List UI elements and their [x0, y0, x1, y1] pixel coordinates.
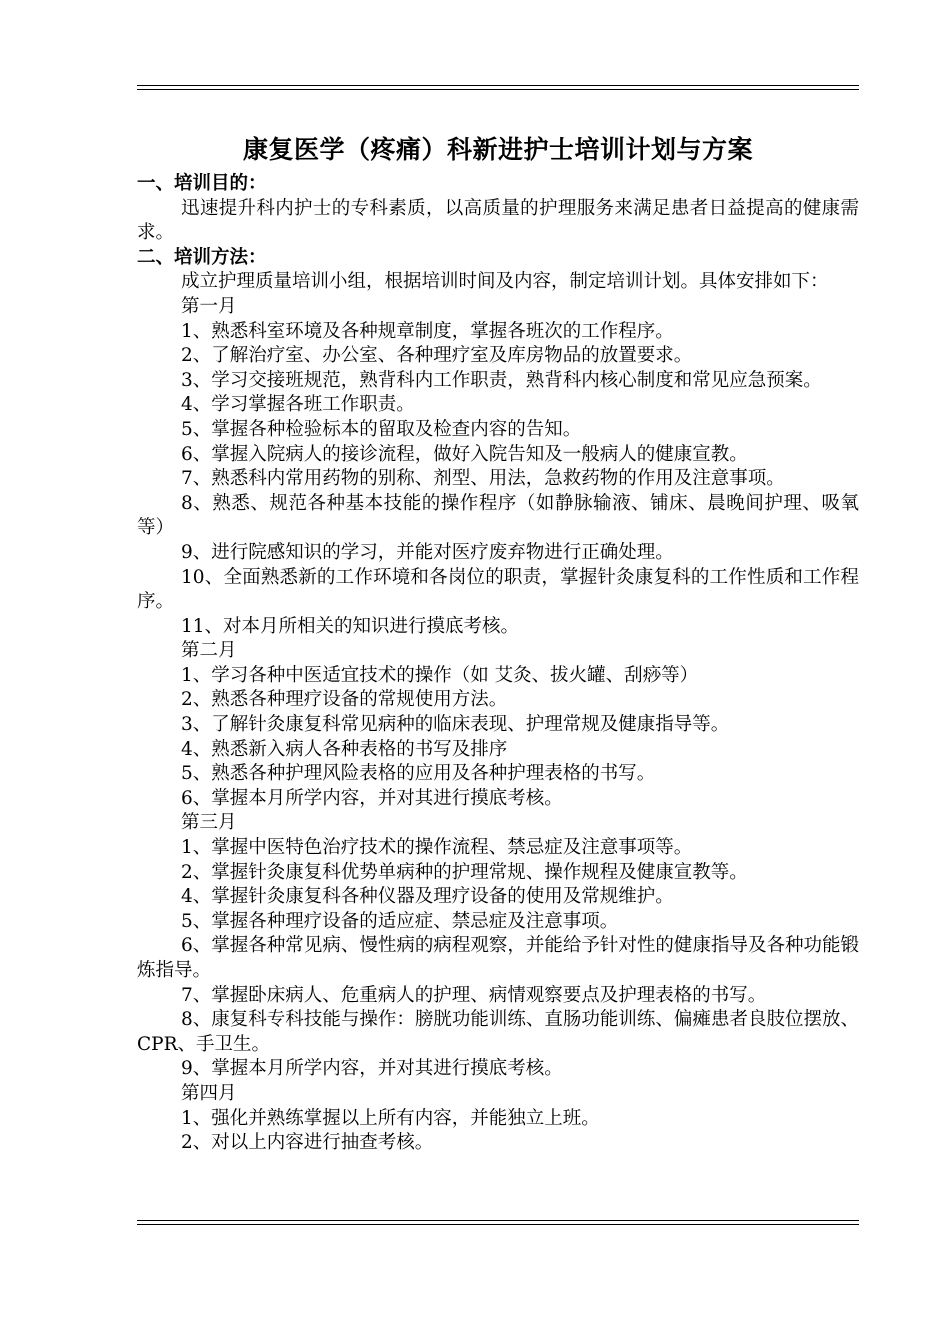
list-item: 3、学习交接班规范，熟背科内工作职责，熟背科内核心制度和常见应急预案。: [181, 369, 822, 391]
list-item: 6、掌握入院病人的接诊流程，做好入院告知及一般病人的健康宣教。: [181, 443, 748, 465]
month-label: 第四月: [181, 1082, 237, 1104]
list-item: 2、掌握针灸康复科优势单病种的护理常规、操作规程及健康宣教等。: [181, 861, 748, 883]
list-item: 8、康复科专科技能与操作：膀胱功能训练、直肠功能训练、偏瘫患者良肢位摆放、CPR、手卫生。: [137, 1009, 859, 1055]
month-block-4: [137, 1082, 859, 1156]
list-item: 1、熟悉科室环境及各种规章制度，掌握各班次的工作程序。: [181, 320, 674, 342]
list-item: 9、掌握本月所学内容，并对其进行摸底考核。: [181, 1058, 563, 1080]
month-label: 第三月: [181, 812, 237, 834]
month-label: 第二月: [181, 640, 237, 662]
list-item: 11、对本月所相关的知识进行摸底考核。: [181, 615, 520, 637]
section-heading-purpose: 一、培训目的：: [137, 173, 267, 194]
list-item: 6、掌握本月所学内容，并对其进行摸底考核。: [181, 787, 563, 809]
list-item: 10、全面熟悉新的工作环境和各岗位的职责，掌握针灸康复科的工作性质和工作程序。: [137, 566, 859, 613]
list-item: 2、熟悉各种理疗设备的常规使用方法。: [181, 689, 508, 711]
list-item: 2、了解治疗室、办公室、各种理疗室及库房物品的放置要求。: [181, 345, 693, 367]
paragraph-purpose: 迅速提升科内护士的专科素质，以高质量的护理服务来满足患者日益提高的健康需求。: [137, 197, 859, 244]
paragraph-method: 成立护理质量培训小组，根据培训时间及内容，制定培训计划。具体安排如下：: [181, 271, 829, 293]
section-heading-method: 二、培训方法：: [137, 246, 267, 268]
list-item: 2、对以上内容进行抽查考核。: [181, 1132, 434, 1154]
document-body: [137, 128, 859, 1156]
list-item: 3、了解针灸康复科常见病种的临床表现、护理常规及健康指导等。: [181, 714, 730, 736]
list-item: 5、掌握各种理疗设备的适应症、禁忌症及注意事项。: [181, 910, 619, 932]
list-item: 5、掌握各种检验标本的留取及检查内容的告知。: [181, 418, 582, 440]
list-item: 1、掌握中医特色治疗技术的操作流程、禁忌症及注意事项等。: [181, 837, 693, 859]
list-item: 4、熟悉新入病人各种表格的书写及排序: [181, 738, 508, 760]
list-item: 8、熟悉、规范各种基本技能的操作程序（如静脉输液、铺床、晨晚间护理、吸氧等）: [137, 492, 859, 539]
list-item: 7、熟悉科内常用药物的别称、剂型、用法，急救药物的作用及注意事项。: [181, 468, 785, 490]
month-block-3: [137, 811, 859, 1082]
list-item: 1、学习各种中医适宜技术的操作（如 艾灸、拔火罐、刮痧等）: [181, 664, 699, 686]
list-item: 4、学习掌握各班工作职责。: [181, 394, 415, 416]
list-item: 9、进行院感知识的学习，并能对医疗废弃物进行正确处理。: [181, 541, 674, 563]
list-item: 4、掌握针灸康复科各种仪器及理疗设备的使用及常规维护。: [181, 886, 674, 908]
month-label: 第一月: [181, 295, 237, 317]
list-item: 1、强化并熟练掌握以上所有内容，并能独立上班。: [181, 1107, 600, 1129]
list-item: 5、熟悉各种护理风险表格的应用及各种护理表格的书写。: [181, 763, 656, 785]
month-block-1: [137, 295, 859, 639]
list-item: 6、掌握各种常见病、慢性病的病程观察，并能给予针对性的健康指导及各种功能锻炼指导。: [137, 935, 859, 981]
document-page: [137, 0, 859, 1344]
footer-rule-thin: [137, 1220, 859, 1221]
header-rule-thin: [137, 89, 859, 90]
document-title: 康复医学（疼痛）科新进护士培训计划与方案: [242, 135, 753, 164]
header-rule: [137, 85, 859, 86]
footer-rule: [137, 1224, 859, 1225]
month-block-2: [137, 639, 859, 811]
list-item: 7、掌握卧床病人、危重病人的护理、病情观察要点及护理表格的书写。: [181, 984, 767, 1006]
